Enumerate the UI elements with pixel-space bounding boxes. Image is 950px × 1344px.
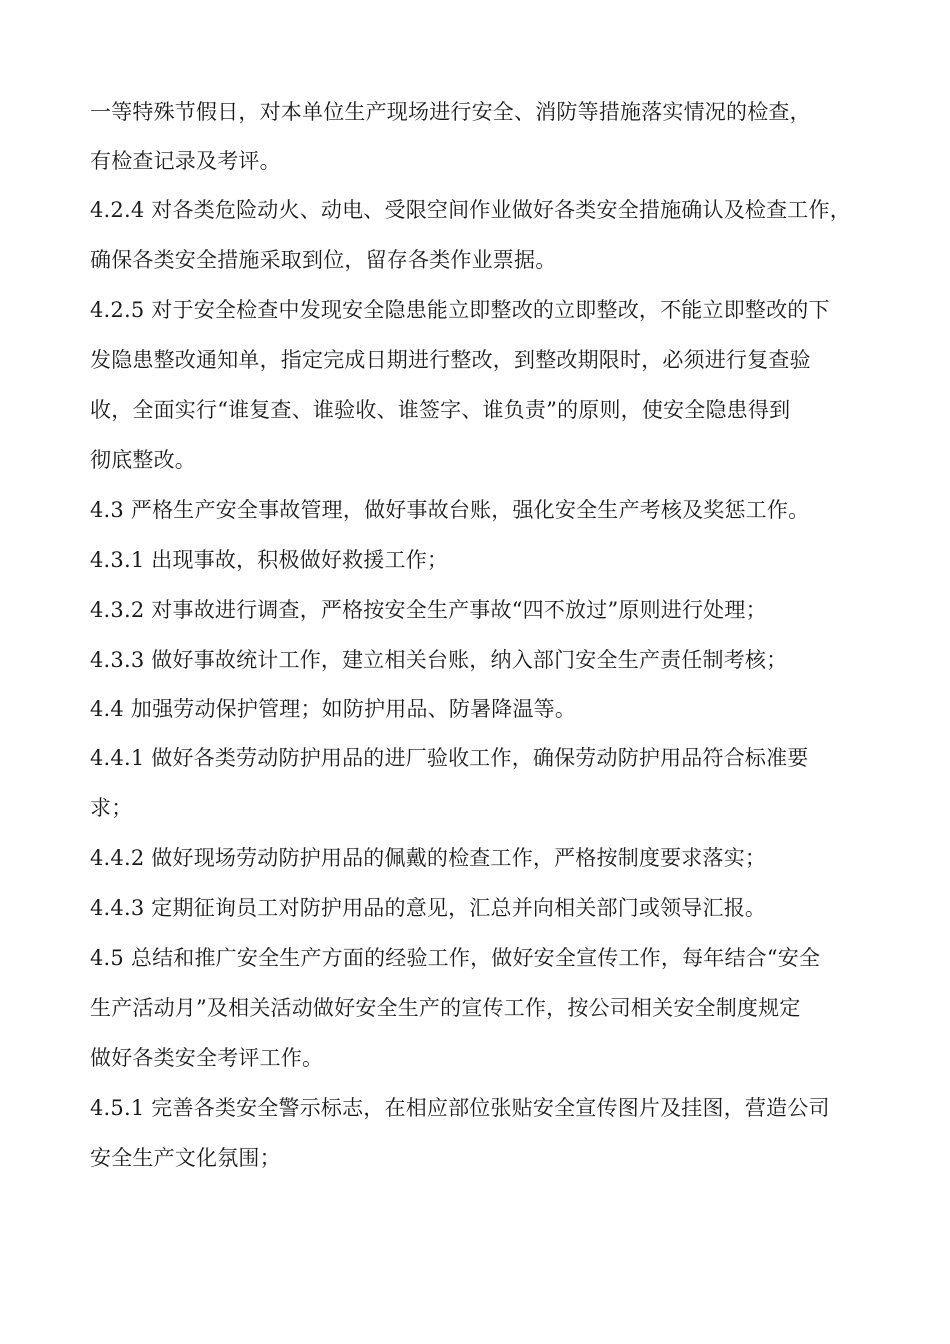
text-line: 4.5.1 完善各类安全警示标志，在相应部位张贴安全宣传图片及挂图，营造公司 [90, 1096, 830, 1120]
text-line: 收，全面实行“谁复查、谁验收、谁签字、谁负责”的原则，使安全隐患得到 [90, 398, 791, 422]
text-line: 生产活动月”及相关活动做好安全生产的宣传工作，按公司相关安全制度规定 [90, 996, 801, 1020]
text-line: 4.3.3 做好事故统计工作，建立相关台账，纳入部门安全生产责任制考核； [90, 648, 788, 672]
text-line: 4.4.1 做好各类劳动防护用品的进厂验收工作，确保劳动防护用品符合标准要 [90, 746, 809, 770]
text-line: 安全生产文化氛围； [90, 1146, 281, 1170]
text-line: 做好各类安全考评工作。 [90, 1046, 324, 1070]
text-line: 4.3.2 对事故进行调查，严格按安全生产事故“四不放过”原则进行处理； [90, 598, 767, 622]
text-line: 4.5 总结和推广安全生产方面的经验工作，做好安全宣传工作，每年结合“安全 [90, 946, 821, 970]
text-line: 彻底整改。 [90, 448, 196, 472]
text-line: 4.2.4 对各类危险动火、动电、受限空间作业做好各类安全措施确认及检查工作， [90, 198, 851, 222]
text-line: 有检查记录及考评。 [90, 149, 281, 173]
text-line: 4.3.1 出现事故，积极做好救援工作； [90, 548, 449, 572]
text-line: 一等特殊节假日，对本单位生产现场进行安全、消防等措施落实情况的检查， [90, 100, 811, 124]
text-line: 4.4 加强劳动保护管理；如防护用品、防暑降温等。 [90, 697, 577, 721]
text-line: 求； [90, 796, 133, 820]
text-line: 4.4.2 做好现场劳动防护用品的佩戴的检查工作，严格按制度要求落实； [90, 846, 767, 870]
text-line: 确保各类安全措施采取到位，留存各类作业票据。 [90, 248, 557, 272]
text-line: 4.2.5 对于安全检查中发现安全隐患能立即整改的立即整改，不能立即整改的下 [90, 298, 830, 322]
text-line: 4.4.3 定期征询员工对防护用品的意见，汇总并向相关部门或领导汇报。 [90, 896, 767, 920]
text-line: 4.3 严格生产安全事故管理，做好事故台账，强化安全生产考核及奖惩工作。 [90, 498, 810, 522]
text-line: 发隐患整改通知单，指定完成日期进行整改，到整改期限时，必须进行复查验 [90, 348, 811, 372]
